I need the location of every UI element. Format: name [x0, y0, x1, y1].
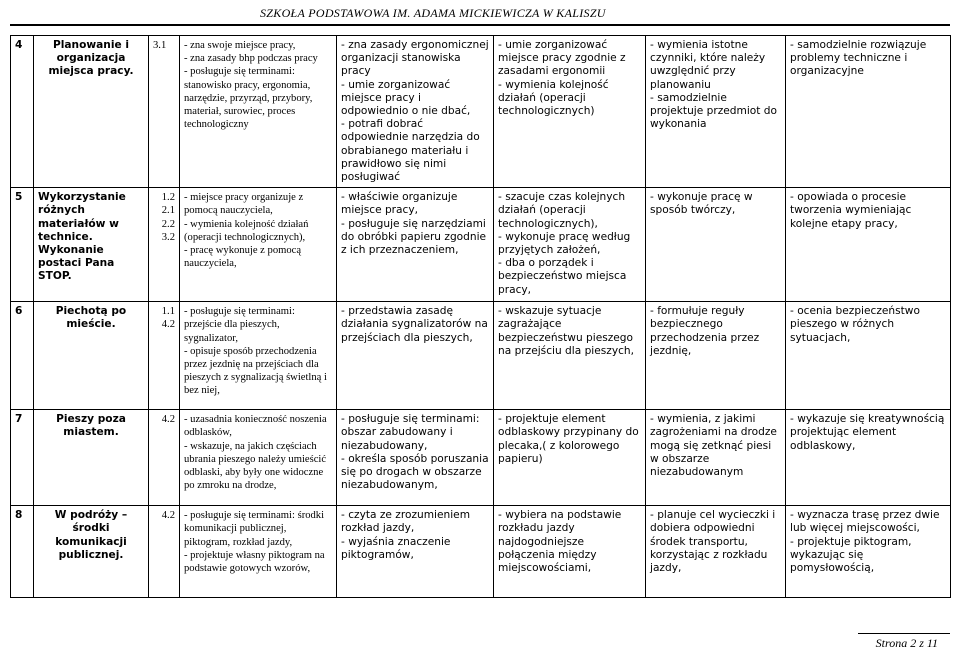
requirement-advanced: - umie zorganizować miejsce pracy zgodnie z zasadami ergonomii - wymienia kolejność działań (operacji technologicznych): [494, 36, 646, 188]
requirement-excellent: - opowiada o procesie tworzenia wymieniając kolejne etapy pracy,: [786, 188, 951, 302]
requirement-complete: - wykonuje pracę w sposób twórczy,: [646, 188, 786, 302]
lesson-topic: Piechotą po mieście.: [34, 302, 149, 410]
page-header: [0, 0, 960, 24]
curriculum-code: 3.1: [149, 36, 180, 188]
requirement-advanced: - wybiera na podstawie rozkładu jazdy najdogodniejsze połączenia między miejscowościami,: [494, 506, 646, 598]
requirement-excellent: - wyznacza trasę przez dwie lub więcej miejscowości, - projektuje piktogram, wykazując się pomysłowością,: [786, 506, 951, 598]
requirement-extended: - posługuje się terminami: obszar zabudowany i niezabudowany, - określa sposób poruszania się po drogach w obszarze niezabudowanym,: [337, 410, 494, 506]
requirement-basic: - uzasadnia konieczność noszenia odblasków, - wskazuje, na jakich częściach ubrania pieszego należy umieścić odblaski, aby były one widoczne po zmroku na drodze,: [180, 410, 337, 506]
lesson-topic: Pieszy poza miastem.: [34, 410, 149, 506]
requirement-excellent: - samodzielnie rozwiązuje problemy techniczne i organizacyjne: [786, 36, 951, 188]
curriculum-code: 1.1 4.2: [149, 302, 180, 410]
requirement-extended: - przedstawia zasadę działania sygnalizatorów na przejściach dla pieszych,: [337, 302, 494, 410]
page-number: Strona 2 z 11: [875, 636, 938, 650]
lesson-number: 5: [11, 188, 34, 302]
lesson-topic: Wykorzystanie różnych materiałów w technice. Wykonanie postaci Pana STOP.: [34, 188, 149, 302]
requirement-advanced: - projektuje element odblaskowy przypinany do plecaka,( z kolorowego papieru): [494, 410, 646, 506]
requirement-extended: - zna zasady ergonomicznej organizacji stanowiska pracy - umie zorganizować miejsce pracy i odpowiednio o nie dbać, - potrafi dobrać odpowiednie narzędzia do obrabianego materiału i prawidłowo się nimi posługiwać: [337, 36, 494, 188]
curriculum-code: 4.2: [149, 410, 180, 506]
requirement-complete: - wymienia istotne czynniki, które należy uwzględnić przy planowaniu - samodzielnie projektuje przedmiot do wykonania: [646, 36, 786, 188]
requirement-extended: - właściwie organizuje miejsce pracy, - posługuje się narzędziami do obróbki papieru zgodnie z ich przeznaczeniem,: [337, 188, 494, 302]
requirement-excellent: - ocenia bezpieczeństwo pieszego w różnych sytuacjach,: [786, 302, 951, 410]
lesson-topic: Planowanie i organizacja miejsca pracy.: [34, 36, 149, 188]
header-rule: [10, 24, 950, 26]
table-row: [11, 188, 951, 302]
school-name: SZKOŁA PODSTAWOWA IM. ADAMA MICKIEWICZA W KALISZU: [260, 6, 606, 20]
lesson-number: 8: [11, 506, 34, 598]
requirement-basic: - posługuje się terminami: środki komunikacji publicznej, piktogram, rozkład jazdy, - projektuje własny piktogram na podstawie gotowych wzorów,: [180, 506, 337, 598]
footer-rule: [858, 633, 950, 634]
table-row: [11, 410, 951, 506]
lesson-number: 4: [11, 36, 34, 188]
curriculum-code: 1.2 2.1 2.2 3.2: [149, 188, 180, 302]
requirement-basic: - miejsce pracy organizuje z pomocą nauczyciela, - wymienia kolejność działań (operacji technologicznych), - pracę wykonuje z pomocą nauczyciela,: [180, 188, 337, 302]
table-row: [11, 36, 951, 188]
table-row: [11, 506, 951, 598]
requirement-advanced: - wskazuje sytuacje zagrażające bezpieczeństwu pieszego na przejściu dla pieszych,: [494, 302, 646, 410]
requirement-complete: - wymienia, z jakimi zagrożeniami na drodze mogą się zetknąć piesi w obszarze niezabudowanym: [646, 410, 786, 506]
lesson-number: 7: [11, 410, 34, 506]
requirement-extended: - czyta ze zrozumieniem rozkład jazdy, - wyjaśnia znaczenie piktogramów,: [337, 506, 494, 598]
requirement-complete: - planuje cel wycieczki i dobiera odpowiedni środek transportu, korzystając z rozkładu jazdy,: [646, 506, 786, 598]
curriculum-table: [10, 35, 951, 598]
requirement-basic: - zna swoje miejsce pracy, - zna zasady bhp podczas pracy - posługuje się terminami: stanowisko pracy, ergonomia, narzędzie, przyrząd, przybory, materiał, surowiec, proces technologiczny: [180, 36, 337, 188]
requirement-complete: - formułuje reguły bezpiecznego przechodzenia przez jezdnię,: [646, 302, 786, 410]
lesson-number: 6: [11, 302, 34, 410]
lesson-topic: W podróży – środki komunikacji publicznej.: [34, 506, 149, 598]
requirement-excellent: - wykazuje się kreatywnością projektując element odblaskowy,: [786, 410, 951, 506]
requirement-advanced: - szacuje czas kolejnych działań (operacji technologicznych), - wykonuje pracę według przyjętych założeń, - dba o porządek i bezpieczeństwo miejsca pracy,: [494, 188, 646, 302]
requirement-basic: - posługuje się terminami: przejście dla pieszych, sygnalizator, - opisuje sposób przechodzenia przez jezdnię na przejściach dla pieszych z sygnalizacją świetlną i bez niej,: [180, 302, 337, 410]
curriculum-code: 4.2: [149, 506, 180, 598]
table-row: [11, 302, 951, 410]
